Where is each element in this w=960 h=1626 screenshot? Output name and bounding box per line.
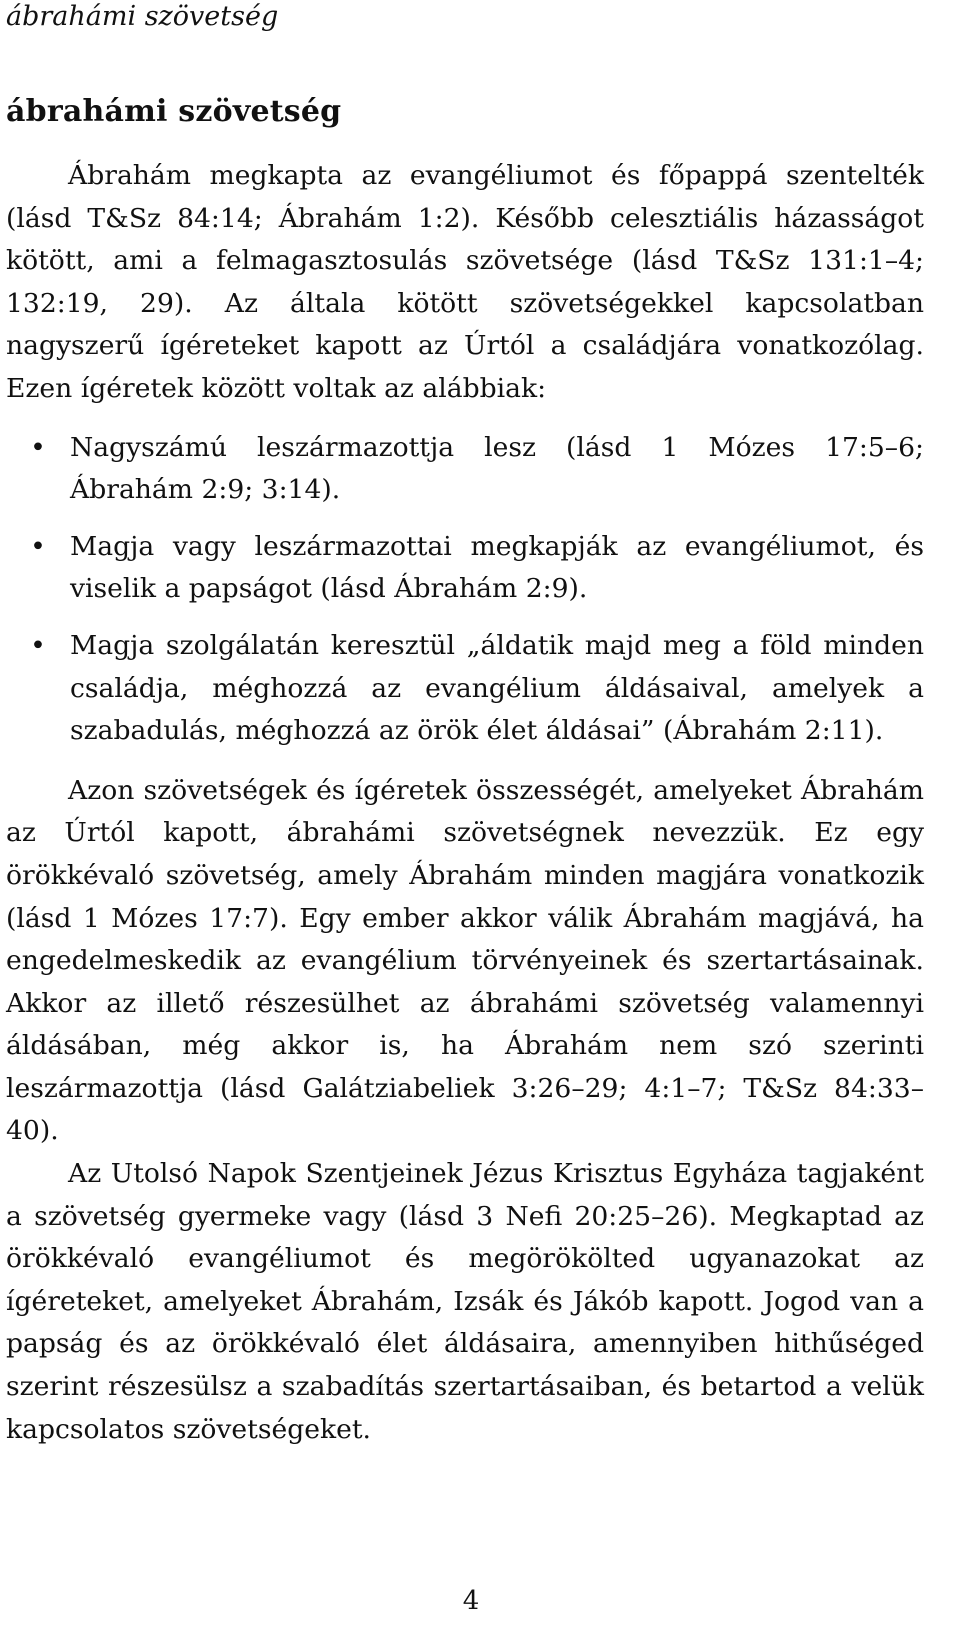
bullet-icon: •	[30, 629, 46, 661]
summary-paragraph: Azon szövetségek és ígéretek összességét, amelyeket Ábrahám az Úrtól kapott, ábrahámi szövetségnek nevezzük. Ez egy örökkévaló szövetség, amely Ábrahám minden magjára vonatkozik (lásd 1 Mózes 17:7). Egy ember akkor válik Ábrahám magjává, ha engedelmeskedik az evangélium törvényeinek és szertartásainak. Akkor az illető részesülhet az ábrahámi szövetség valamennyi áldásában, még akkor is, ha Ábrahám nem szó szerinti leszármazottja (lásd Galátziabeliek 3:26–29; 4:1–7; T&Sz 84:33–40).	[6, 774, 924, 1147]
members-paragraph: Az Utolsó Napok Szentjeinek Jézus Krisztus Egyháza tagjaként a szövetség gyermeke vagy (lásd 3 Nefi 20:25–26). Megkaptad az örökkévaló evangéliumot és megörökölted ugyanazokat az ígéreteket, amelyeket Ábrahám, Izsák és Jákób kapott. Jogod van a papság és az örökkévaló élet áldásaira, amennyiben hithűséged szerint részesülsz a szabadítás szertartásaiban, és betartod a velük kapcsolatos szövetségeket.	[6, 1158, 924, 1445]
bullet-icon: •	[30, 431, 46, 463]
list-item-text: Magja vagy leszármazottai megkapják az evangéliumot, és viselik a papságot (lásd Ábrahám 2:9).	[70, 530, 924, 605]
list-item-text: Magja szolgálatán keresztül „áldatik majd meg a föld minden családja, méghozzá az evangélium áldásaival, amelyek a szabadulás, méghozzá az örök élet áldásai” (Ábrahám 2:11).	[70, 629, 924, 747]
list-item-text: Nagyszámú leszármazottja lesz (lásd 1 Mózes 17:5–6; Ábrahám 2:9; 3:14).	[70, 431, 924, 506]
article-body	[6, 155, 924, 1451]
bullet-icon: •	[30, 530, 46, 562]
list-item	[6, 427, 924, 512]
promises-list	[6, 427, 924, 753]
list-item	[6, 526, 924, 611]
running-head: ábrahámi szövetség	[6, 1, 279, 32]
page-number: 4	[462, 1586, 480, 1616]
section-title: ábrahámi szövetség	[6, 94, 342, 129]
intro-paragraph: Ábrahám megkapta az evangéliumot és főpappá szentelték (lásd T&Sz 84:14; Ábrahám 1:2). Később celesztiális házasságot kötött, ami a felmagasztosulás szövetsége (lásd T&Sz 131:1–4; 132:19, 29). Az általa kötött szövetségekkel kapcsolatban nagyszerű ígéreteket kapott az Úrtól a családjára vonatkozólag. Ezen ígéretek között voltak az alábbiak:	[6, 160, 924, 404]
list-item	[6, 625, 924, 753]
